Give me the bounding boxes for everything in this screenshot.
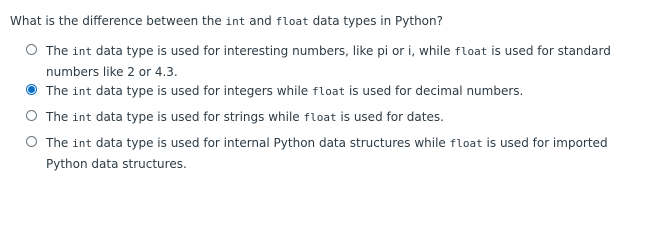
option-middle: data type is used for integers while xyxy=(92,84,312,98)
answer-option-1-text xyxy=(46,41,626,83)
answer-option-2-text xyxy=(46,81,626,102)
option-middle: data type is used for internal Python data structures while xyxy=(92,136,450,150)
option-suffix: is used for dates. xyxy=(336,110,444,124)
code-int: int xyxy=(72,85,93,98)
option-prefix: The xyxy=(46,110,73,124)
question-prefix: What is the difference between the xyxy=(10,14,226,28)
code-int: int xyxy=(225,15,246,28)
answer-option-4-text xyxy=(46,133,626,175)
option-prefix: The xyxy=(46,44,73,58)
option-suffix: is used for decimal numbers. xyxy=(345,84,524,98)
radio-button-2-selected[interactable] xyxy=(26,84,37,95)
option-suffix: is used for standard numbers like 2 or 4.3. xyxy=(46,44,611,79)
option-suffix: is used for imported Python data structures. xyxy=(46,136,608,171)
code-float: float xyxy=(454,45,488,58)
code-int: int xyxy=(72,45,93,58)
code-float: float xyxy=(303,111,337,124)
code-float: float xyxy=(312,85,346,98)
option-middle: data type is used for strings while xyxy=(92,110,304,124)
code-float: float xyxy=(449,137,483,150)
question-middle: and xyxy=(245,14,276,28)
answer-option-3-text xyxy=(46,107,626,128)
code-int: int xyxy=(72,137,93,150)
radio-button-3[interactable] xyxy=(26,110,37,121)
radio-button-4[interactable] xyxy=(26,136,37,147)
option-prefix: The xyxy=(46,84,73,98)
radio-button-1[interactable] xyxy=(26,44,37,55)
option-prefix: The xyxy=(46,136,73,150)
question-suffix: data types in Python? xyxy=(308,14,443,28)
code-int: int xyxy=(72,111,93,124)
code-float: float xyxy=(275,15,309,28)
option-middle: data type is used for interesting numbers, like pi or i, while xyxy=(92,44,455,58)
question-text xyxy=(10,14,443,28)
